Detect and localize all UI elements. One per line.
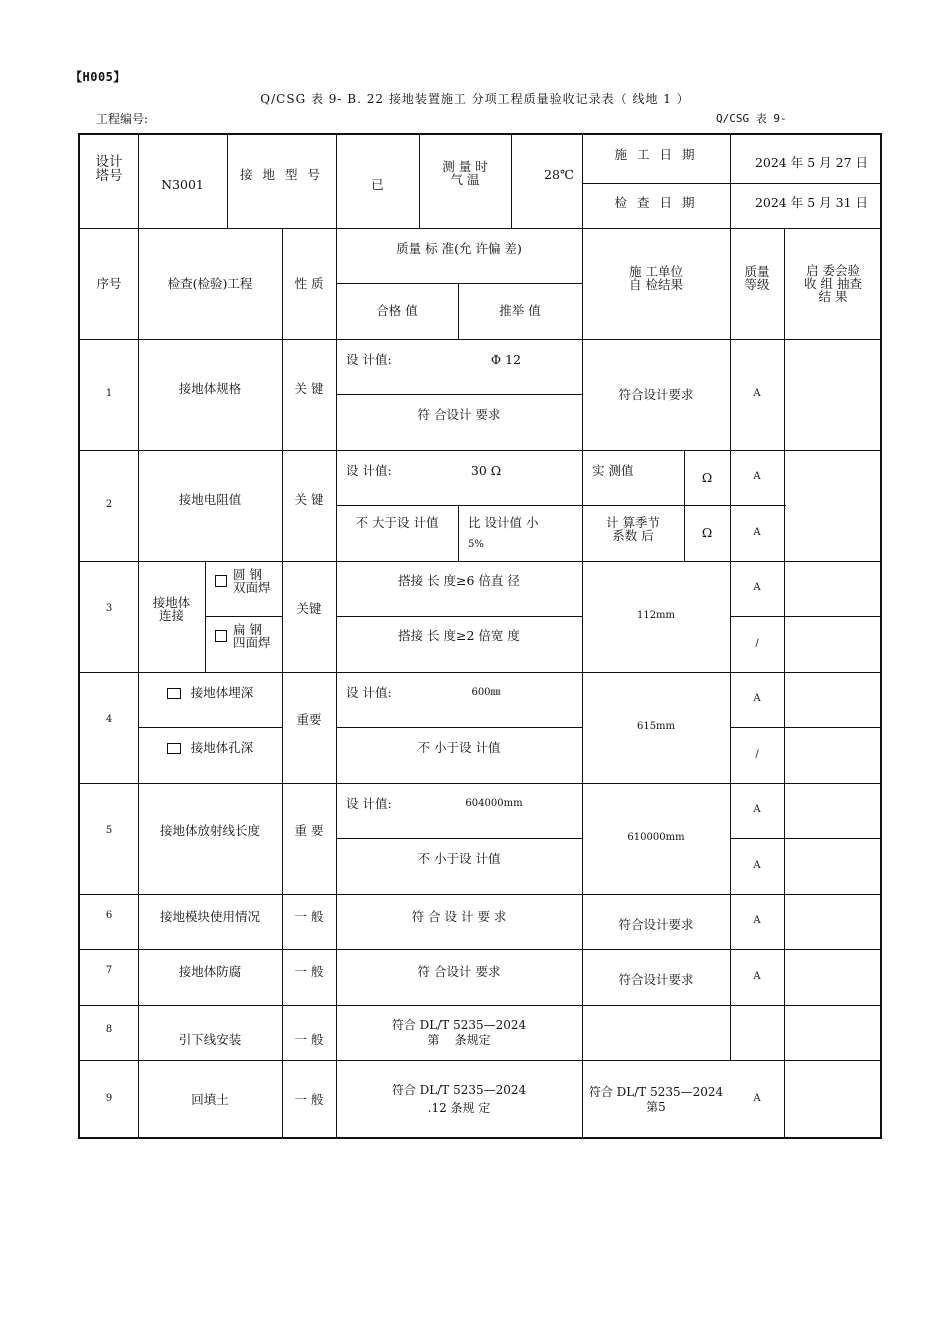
row3-sub-round-steel-label: 圆 钢 双面焊 [233, 566, 271, 595]
build-date-value: 2024 年 5 月 27 日 [754, 155, 868, 171]
row4-design-label: 设 计值: [346, 685, 392, 701]
row5-grade: A [753, 804, 761, 816]
row4-design-value: 600㎜ [471, 686, 501, 698]
row3-nature: 关键 [296, 601, 322, 617]
rule [784, 228, 785, 1139]
row1-self-check: 符合设计要求 [618, 386, 694, 402]
row7-item: 接地体防腐 [178, 963, 242, 979]
tower-value: N3001 [161, 177, 204, 193]
row3-standard-2: 搭接 长 度≥2 倍宽 度 [398, 628, 520, 644]
row7-nature: 一 般 [294, 963, 324, 979]
row7-seq: 7 [105, 965, 113, 977]
row7-standard: 符 合设计 要求 [417, 963, 501, 979]
checkbox-icon [167, 743, 181, 754]
tower-label: 设计 塔号 [95, 153, 123, 184]
type-value: 已 [371, 177, 384, 193]
row6-self-check: 符合设计要求 [618, 916, 694, 932]
row4-sub-hole-depth [138, 727, 282, 769]
build-date-label: 施 工 日 期 [614, 147, 698, 163]
row9-grade: A [753, 1093, 761, 1105]
row3-sub-flat-steel-label: 扁 钢 四面焊 [233, 621, 271, 650]
row1-seq: 1 [105, 388, 113, 400]
form-tag: 【H005】 [70, 70, 126, 84]
row5-design-value: 604000mm [465, 797, 523, 809]
col-grade: 质量 等级 [744, 263, 770, 292]
row2-design-value: 30 Ω [470, 463, 502, 479]
row1-design-value: Φ 12 [490, 352, 522, 368]
project-number-label: 工程编号: [96, 112, 149, 126]
row8-standard: 符合 DL/T 5235—2024 第 条规定 [391, 1017, 527, 1047]
row1-standard: 符 合设计 要求 [417, 407, 501, 423]
row6-seq: 6 [105, 910, 113, 922]
row2-below-pct: 5% [468, 538, 484, 550]
row4-grade: / [755, 748, 759, 760]
row2-below: 比 设计值 小 [468, 515, 539, 531]
row3-grade: A [753, 582, 761, 594]
row2-nature: 关 键 [294, 492, 324, 508]
row4-sub-depth-label: 接地体埋深 [190, 685, 254, 701]
row5-design-label: 设 计值: [346, 796, 392, 812]
col-standard: 质量 标 准(允 许偏 差) [396, 241, 522, 257]
row2-seq: 2 [105, 499, 113, 511]
row5-item: 接地体放射线长度 [159, 823, 260, 839]
col-item: 检查(检验)工程 [167, 275, 253, 291]
col-self-check: 施 工单位 自 检结果 [629, 263, 683, 292]
row5-standard: 不 小于设 计值 [417, 851, 501, 867]
row4-nature: 重要 [296, 712, 322, 728]
row9-nature: 一 般 [294, 1091, 324, 1107]
row2-measured-unit: Ω [701, 469, 713, 485]
row3-self-check: 112mm [636, 610, 676, 622]
row5-grade: A [753, 859, 761, 871]
checkbox-icon [215, 575, 227, 587]
row3-sub-round-steel [205, 561, 282, 601]
row2-grade: A [753, 471, 761, 483]
col-acceptance: 启 委会验 收 组 抽查 结 果 [804, 262, 862, 305]
col-nature: 性 质 [294, 275, 324, 291]
row8-item: 引下线安装 [178, 1031, 242, 1047]
col-seq: 序号 [96, 275, 122, 291]
row4-grade: A [753, 693, 761, 705]
row9-standard: 符合 DL/T 5235—2024 .12 条规 定 [391, 1083, 527, 1115]
row4-standard: 不 小于设 计值 [417, 740, 501, 756]
temp-label: 测 量 时 气 温 [442, 158, 488, 187]
checkbox-icon [215, 630, 227, 642]
form-title: Q/CSG 表 9- B. 22 接地装置施工 分项工程质量验收记录表（ 线地 1 ） [260, 92, 690, 106]
check-date-label: 检 查 日 期 [614, 195, 698, 211]
row3-item: 接地体 连接 [152, 594, 191, 623]
row9-seq: 9 [105, 1093, 113, 1105]
row2-season-label: 计 算季节 系数 后 [606, 514, 660, 543]
temp-value: 28℃ [544, 167, 574, 183]
col-pass-value: 合格 值 [376, 303, 418, 319]
row2-grade: A [753, 526, 761, 538]
row7-grade: A [753, 970, 761, 982]
row9-self-check: 符合 DL/T 5235—2024 第5 [588, 1084, 724, 1114]
row1-grade: A [753, 388, 761, 400]
row6-standard: 符 合 设 计 要 求 [411, 908, 507, 924]
row2-season-unit: Ω [701, 525, 713, 541]
row5-nature: 重 要 [294, 823, 324, 839]
acceptance-record-table [78, 133, 882, 1139]
row4-self-check: 615mm [636, 721, 676, 733]
row3-sub-flat-steel [205, 616, 282, 656]
row1-item: 接地体规格 [178, 381, 242, 397]
row5-seq: 5 [105, 824, 113, 836]
row1-nature: 关 键 [294, 381, 324, 397]
row6-grade: A [753, 915, 761, 927]
row4-sub-hole-depth-label: 接地体孔深 [190, 740, 254, 756]
row6-item: 接地模块使用情况 [159, 908, 260, 924]
row7-self-check: 符合设计要求 [618, 972, 694, 988]
row9-item: 回填土 [191, 1091, 229, 1107]
row4-seq: 4 [105, 713, 113, 725]
row3-seq: 3 [105, 602, 113, 614]
col-recommend-value: 推举 值 [499, 303, 541, 319]
row2-not-over: 不 大于设 计值 [355, 515, 439, 531]
row8-nature: 一 般 [294, 1031, 324, 1047]
row3-standard-1: 搭接 长 度≥6 倍直 径 [398, 573, 520, 589]
checkbox-icon [167, 688, 181, 699]
row2-item: 接地电阻值 [178, 492, 242, 508]
row8-seq: 8 [105, 1023, 113, 1035]
type-label: 接 地 型 号 [240, 167, 323, 183]
row1-design-label: 设 计值: [346, 352, 392, 368]
row4-sub-depth [138, 672, 282, 714]
row2-design-label: 设 计值: [346, 463, 392, 479]
row6-nature: 一 般 [294, 908, 324, 924]
row2-measured-label: 实 测值 [592, 463, 634, 479]
row5-self-check: 610000mm [627, 832, 685, 844]
row3-grade: / [755, 637, 759, 649]
form-code: Q/CSG 表 9- [716, 112, 787, 125]
check-date-value: 2024 年 5 月 31 日 [754, 195, 868, 211]
